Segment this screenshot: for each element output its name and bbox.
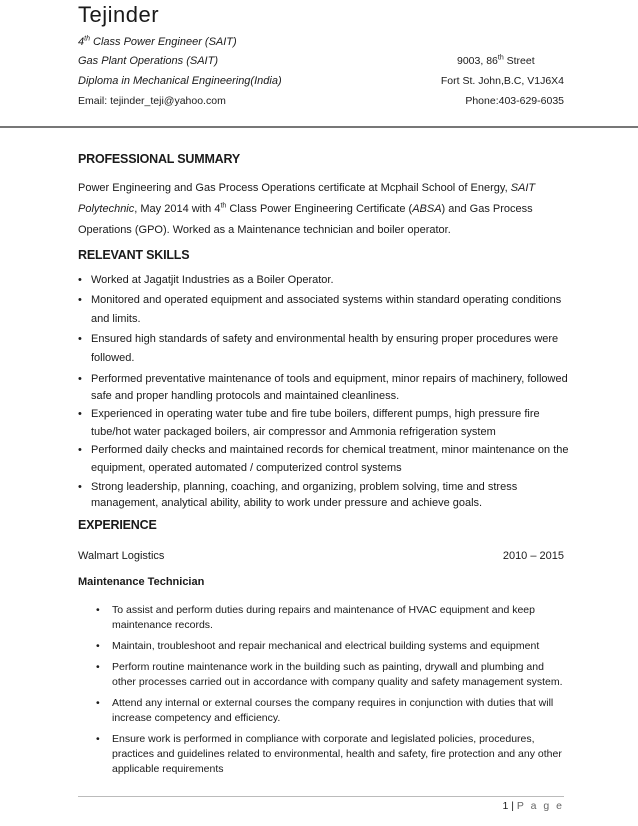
bullet-icon: • bbox=[78, 274, 82, 286]
experience-heading: EXPERIENCE bbox=[78, 518, 157, 532]
qual1-number: 4 bbox=[78, 36, 85, 48]
bullet-icon: • bbox=[78, 333, 82, 345]
list-item bbox=[96, 603, 566, 633]
bullet-icon: • bbox=[78, 444, 82, 456]
skill-text: Strong leadership, planning, coaching, and organizing, problem solving, time and stress management, analytical ability, ability to work under pressure and achieve goals. bbox=[91, 481, 518, 509]
summary-text-2: , May 2014 with 4 bbox=[134, 203, 221, 215]
address-line-1 bbox=[457, 55, 535, 67]
list-item bbox=[96, 639, 566, 654]
address-suffix: th bbox=[497, 54, 504, 62]
page-number: 1 bbox=[502, 800, 509, 812]
summary-text-1: Power Engineering and Gas Process Operations certificate at Mcphail School of Energy, bbox=[78, 182, 511, 194]
qual1-text: Class Power Engineer (SAIT) bbox=[89, 36, 237, 48]
list-item bbox=[96, 732, 566, 777]
list-item bbox=[78, 441, 578, 477]
bullet-icon: • bbox=[78, 408, 82, 420]
list-item bbox=[78, 330, 578, 368]
qualification-1 bbox=[78, 36, 237, 48]
page-footer bbox=[503, 800, 565, 812]
duty-text: Attend any internal or external courses the company requires in conjunction with duties that will increase competency and efficiency. bbox=[112, 697, 554, 724]
summary-text-3: Class Power Engineering Certificate ( bbox=[226, 203, 413, 215]
skill-text: Experienced in operating water tube and fire tube boilers, different pumps, high pressure fire tube/hot water packaged boilers, air compressor and Ammonia refrigeration system bbox=[91, 408, 540, 438]
employment-dates: 2010 – 2015 bbox=[502, 550, 564, 562]
employer-row bbox=[78, 550, 564, 562]
summary-italic-2: ABSA bbox=[412, 203, 442, 215]
skill-text: Monitored and operated equipment and associated systems within standard operating conditions and limits. bbox=[91, 294, 562, 325]
applicant-name: Tejinder bbox=[78, 2, 160, 27]
job-title: Maintenance Technician bbox=[78, 576, 205, 588]
employer-name: Walmart Logistics bbox=[78, 550, 165, 562]
page-label: P a g e bbox=[516, 800, 564, 812]
duties-list bbox=[96, 603, 566, 783]
duty-text: Ensure work is performed in compliance with corporate and legislated policies, procedures, practices and guidelines related to environmental, health and safety, fire protection and any other applicable requirements bbox=[112, 733, 562, 775]
bullet-icon: • bbox=[96, 733, 100, 745]
bullet-icon: • bbox=[96, 604, 100, 616]
summary-heading: PROFESSIONAL SUMMARY bbox=[78, 152, 240, 166]
bullet-icon: • bbox=[78, 294, 82, 306]
qualification-3: Diploma in Mechanical Engineering(India) bbox=[78, 75, 282, 87]
summary-suffix: th bbox=[220, 202, 227, 210]
skill-text: Ensured high standards of safety and environmental health by ensuring proper procedures were followed. bbox=[91, 333, 559, 364]
bullet-icon: • bbox=[78, 373, 82, 385]
duty-text: To assist and perform duties during repairs and maintenance of HVAC equipment and keep maintenance records. bbox=[112, 604, 535, 631]
qual1-suffix: th bbox=[84, 35, 90, 43]
bullet-icon: • bbox=[96, 640, 100, 652]
address-line-2: Fort St. John,B.C, V1J6X4 bbox=[440, 75, 564, 87]
list-item bbox=[96, 660, 566, 690]
phone-number: Phone:403-629-6035 bbox=[465, 95, 564, 107]
list-item bbox=[78, 291, 578, 329]
bullet-icon: • bbox=[96, 661, 100, 673]
summary-paragraph bbox=[78, 178, 578, 241]
list-item bbox=[78, 405, 578, 441]
duty-text: Perform routine maintenance work in the building such as painting, drywall and plumbing and other processes carried out in accordance with company quality and safety management system. bbox=[112, 661, 563, 688]
footer-divider bbox=[78, 796, 564, 797]
summary-text-4: ) and Gas Process Operations (GPO). Worked as a Maintenance technician and boiler operator. bbox=[78, 203, 533, 236]
email-address: Email: tejinder_teji@yahoo.com bbox=[78, 95, 226, 107]
skills-heading: RELEVANT SKILLS bbox=[78, 248, 190, 262]
list-item bbox=[78, 371, 578, 405]
qualification-2: Gas Plant Operations (SAIT) bbox=[78, 55, 218, 67]
skill-text: Worked at Jagatjit Industries as a Boiler Operator. bbox=[91, 274, 334, 286]
skill-text: Performed preventative maintenance of tools and equipment, minor repairs of machinery, followed safe and proper handling protocols and maintained cleanliness. bbox=[91, 373, 568, 402]
list-item bbox=[96, 696, 566, 726]
header-divider bbox=[0, 126, 638, 128]
bullet-icon: • bbox=[96, 697, 100, 709]
address-number: 9003, 86 bbox=[457, 55, 498, 67]
bullet-icon: • bbox=[78, 481, 82, 493]
list-item bbox=[78, 479, 578, 511]
duty-text: Maintain, troubleshoot and repair mechanical and electrical building systems and equipment bbox=[112, 640, 540, 652]
list-item bbox=[78, 270, 578, 291]
skills-list bbox=[78, 270, 578, 511]
page-separator: | bbox=[508, 800, 517, 812]
skill-text: Performed daily checks and maintained records for chemical treatment, minor maintenance on the equipment, operated automated / computerized control systems bbox=[91, 444, 569, 474]
summary-italic-1: SAIT Polytechnic bbox=[78, 182, 536, 215]
address-street: Street bbox=[503, 55, 535, 67]
